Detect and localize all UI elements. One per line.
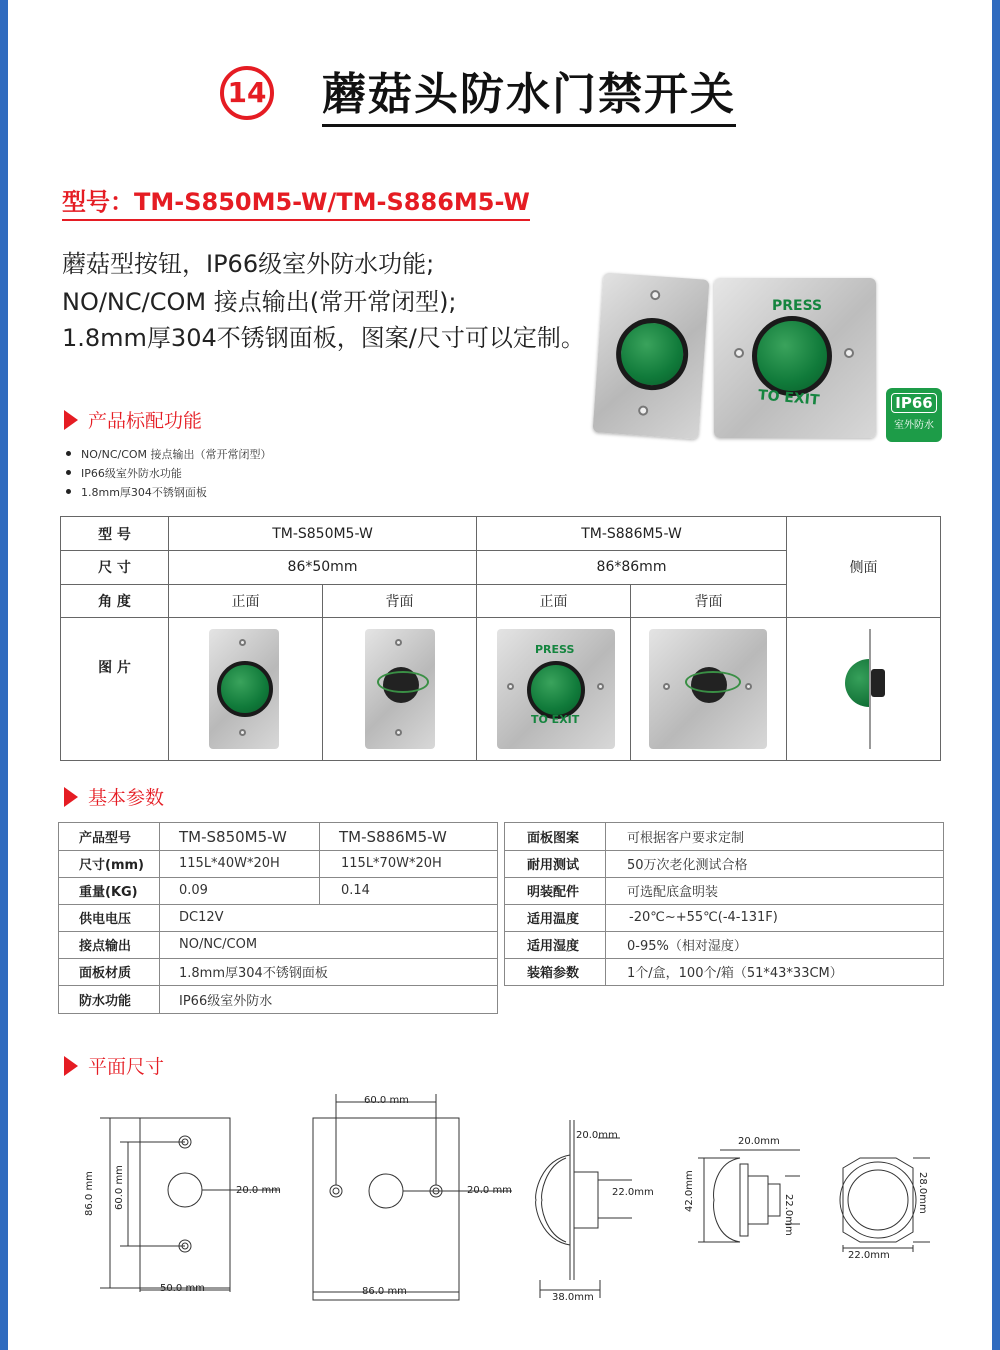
- param-label: 面板材质: [79, 966, 132, 981]
- dim-label: 42.0mm: [684, 1170, 695, 1212]
- angle-cell: 正面: [231, 593, 260, 610]
- thumb-narrow-front: [209, 629, 279, 749]
- param-label: 面板图案: [527, 831, 580, 846]
- param-value: DC12V: [179, 910, 224, 925]
- dim-label: 22.0mm: [612, 1187, 654, 1198]
- param-value: 1个/盒，100个/箱（51*43*33CM）: [627, 966, 843, 981]
- param-label: 供电电压: [79, 912, 132, 927]
- thumb-side-button: [845, 659, 869, 707]
- press-text: PRESS: [772, 298, 823, 314]
- dimension-drawings: [0, 1080, 1000, 1320]
- param-label: 防水功能: [79, 993, 132, 1009]
- params-table-right: [504, 822, 944, 986]
- ip-rating: IP66: [891, 393, 937, 413]
- dim-label: 20.0 mm: [236, 1185, 281, 1196]
- param-value: 0.09: [179, 883, 208, 898]
- param-value: TM-S886M5-W: [339, 827, 447, 846]
- dim-label: 22.0mm: [783, 1194, 794, 1236]
- param-value: 50万次老化测试合格: [627, 858, 748, 873]
- param-value: NO/NC/COM: [179, 937, 258, 952]
- model-cell: TM-S886M5-W: [581, 525, 682, 542]
- feature-line: 1.8mm厚304不锈钢面板，图案/尺寸可以定制。: [62, 324, 585, 352]
- param-label: 尺寸(mm): [79, 858, 144, 873]
- param-label: 接点输出: [79, 939, 132, 954]
- param-value: 可根据客户要求定制: [627, 831, 745, 846]
- size-cell: 86*50mm: [287, 559, 358, 575]
- param-label: 耐用测试: [527, 858, 580, 873]
- model-cell: TM-S850M5-W: [272, 525, 373, 542]
- side-cell: 侧面: [849, 560, 878, 576]
- param-value: 0-95%（相对湿度）: [627, 939, 747, 954]
- param-value: IP66级室外防水: [179, 993, 273, 1009]
- model-line: 型号：TM-S850M5-W/TM-S886M5-W: [62, 182, 530, 221]
- section-dimensions: 平面尺寸: [64, 1052, 164, 1079]
- row-label: 图 片: [98, 660, 131, 676]
- row-label: 型 号: [98, 526, 131, 543]
- param-label: 适用温度: [527, 912, 580, 927]
- param-label: 重量(KG): [79, 885, 138, 900]
- param-value: 1.8mm厚304不锈钢面板: [179, 966, 328, 981]
- dim-label: 60.0 mm: [114, 1165, 125, 1210]
- screw-hole: [844, 348, 854, 358]
- dim-label: 22.0mm: [848, 1250, 890, 1261]
- thumb-square-back: [649, 629, 767, 749]
- section-standard-features: 产品标配功能: [64, 406, 202, 433]
- dim-label: 50.0 mm: [160, 1283, 205, 1294]
- param-value: 0.14: [341, 883, 370, 898]
- mushroom-button: [614, 316, 691, 393]
- row-label: 尺 寸: [98, 560, 131, 576]
- param-value: 115L*40W*20H: [179, 856, 280, 871]
- dim-label: 60.0 mm: [364, 1095, 409, 1106]
- spec-table: [60, 516, 941, 761]
- dim-label: 28.0mm: [917, 1172, 928, 1214]
- param-label: 产品型号: [79, 831, 132, 846]
- param-label: 明装配件: [527, 885, 580, 900]
- triangle-icon: [64, 787, 78, 807]
- product-image-square: [714, 278, 876, 438]
- param-value: TM-S850M5-W: [179, 827, 287, 846]
- to-exit-text: TO EXIT: [757, 387, 821, 409]
- row-label: 角 度: [98, 593, 131, 610]
- params-table-left: [58, 822, 498, 1014]
- feature-line: NO/NC/COM 接点输出(常开常闭型);: [62, 288, 457, 316]
- angle-cell: 背面: [385, 593, 414, 610]
- dim-label: 86.0 mm: [362, 1286, 407, 1297]
- triangle-icon: [64, 1056, 78, 1076]
- feature-line: 蘑菇型按钮，IP66级室外防水功能;: [62, 250, 435, 278]
- angle-cell: 背面: [694, 593, 723, 610]
- param-label: 适用湿度: [527, 939, 580, 954]
- ip66-badge: [886, 388, 942, 442]
- param-label: 装箱参数: [527, 966, 580, 981]
- screw-hole: [650, 290, 661, 301]
- thumb-square-front: PRESS TO EXIT: [497, 629, 615, 749]
- param-value: -20℃~+55℃(-4-131F): [629, 910, 778, 925]
- product-image-narrow: [593, 272, 710, 439]
- title-text: 蘑菇头防水门禁开关: [322, 58, 736, 127]
- param-value: 115L*70W*20H: [341, 856, 442, 871]
- mushroom-button: [752, 316, 832, 396]
- section-params: 基本参数: [64, 783, 164, 810]
- page-title: [220, 58, 736, 127]
- screw-hole: [734, 348, 744, 358]
- thumb-narrow-back: [365, 629, 435, 749]
- title-number-badge: 14: [220, 66, 274, 120]
- list-item: IP66级室外防水功能: [66, 463, 272, 482]
- list-item: NO/NC/COM 接点输出（常开常闭型）: [66, 444, 272, 463]
- dim-label: 38.0mm: [552, 1292, 594, 1303]
- standard-feature-list: [66, 444, 272, 501]
- screw-hole: [638, 405, 649, 416]
- size-cell: 86*86mm: [596, 559, 667, 575]
- triangle-icon: [64, 410, 78, 430]
- ip-label: 室外防水: [894, 420, 934, 431]
- dim-label: 20.0mm: [576, 1130, 618, 1141]
- param-value: 可选配底盒明装: [627, 885, 719, 900]
- angle-cell: 正面: [539, 593, 568, 610]
- list-item: 1.8mm厚304不锈钢面板: [66, 482, 272, 501]
- dim-label: 20.0mm: [738, 1136, 780, 1147]
- dim-label: 20.0 mm: [467, 1185, 512, 1196]
- dim-label: 86.0 mm: [84, 1171, 95, 1216]
